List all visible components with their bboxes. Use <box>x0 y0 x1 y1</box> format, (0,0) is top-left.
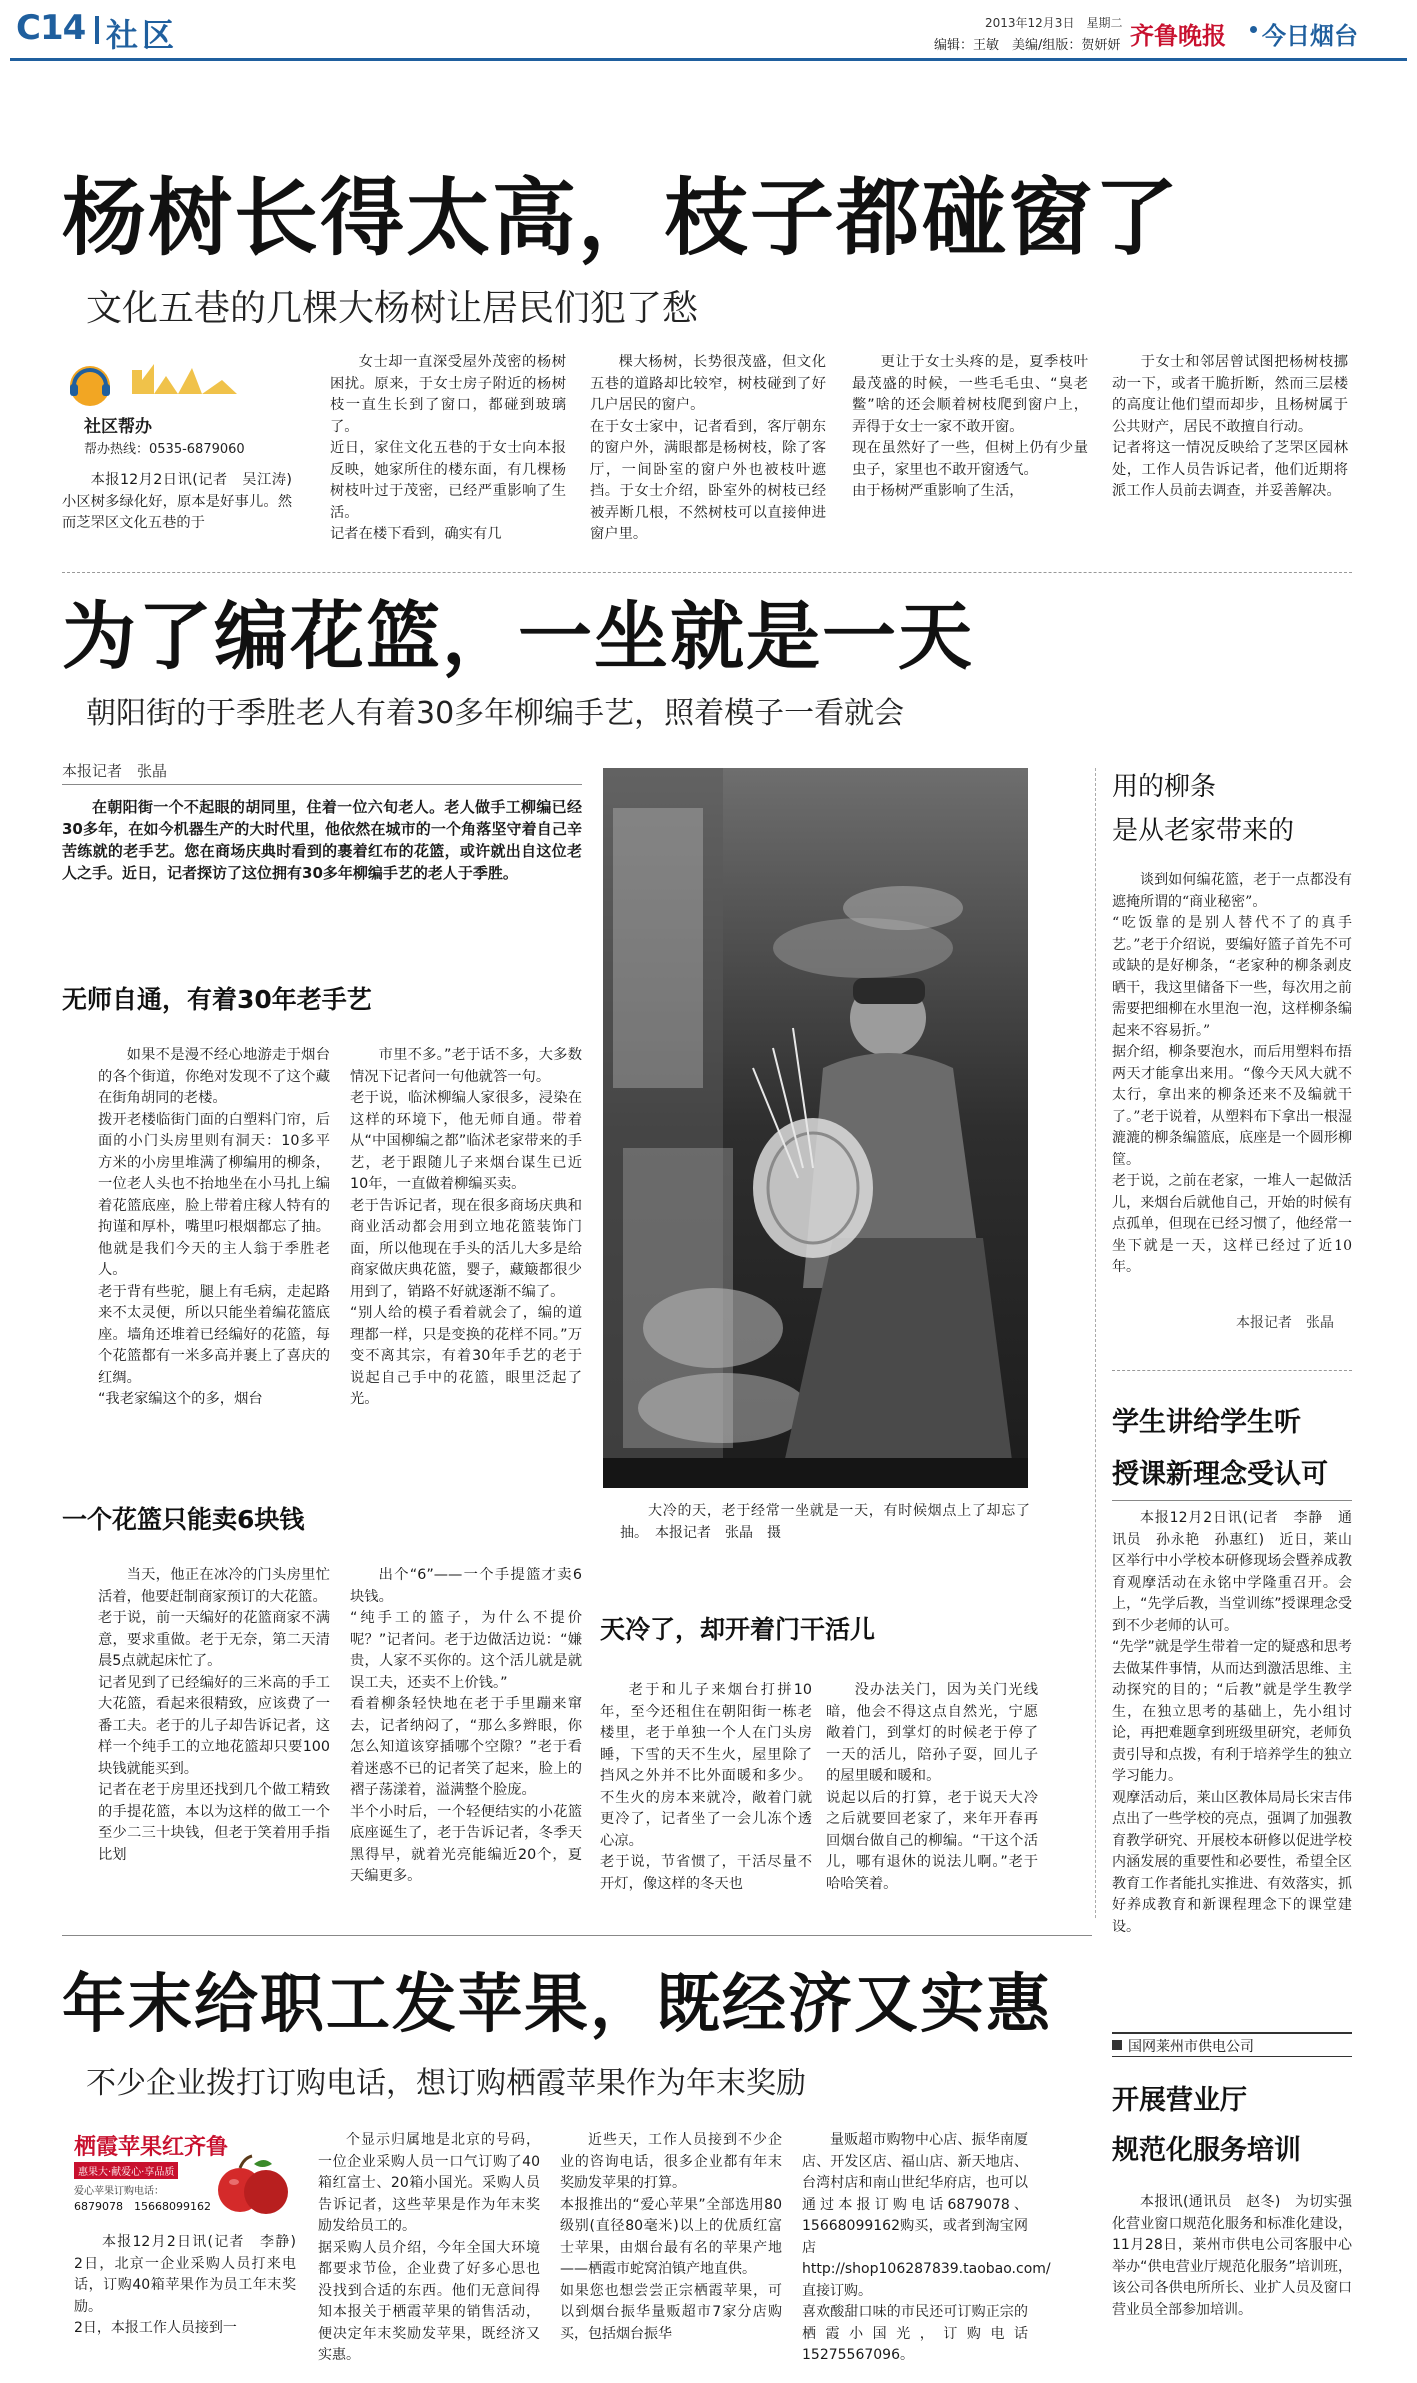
story1-col3 <box>590 352 826 552</box>
story1-col4-text: 更让于女士头疼的是，夏季枝叶最茂盛的时候，一些毛毛虫、“臭老鳖”啥的还会顺着树枝爬到窗户上，弄得于女士一家不敢开窗。 现在虽然好了一些，但树上仍有少量虫子，家里也不敢开窗透气。 由于杨树严重影响了生活， <box>852 354 1088 499</box>
page-number: C14 <box>16 8 86 48</box>
divider <box>1112 1370 1352 1371</box>
story4-headline: 年末给职工发苹果，既经济又实惠 <box>62 1968 1052 2042</box>
story3-title-1: 学生讲给学生听 <box>1112 1407 1301 1438</box>
story5-title-1: 开展营业厅 <box>1112 2085 1247 2116</box>
dot-separator <box>1250 26 1257 33</box>
story2-section2-title: 一个花篮只能卖6块钱 <box>62 1505 305 1534</box>
story1-col4 <box>852 352 1088 552</box>
story5-tag-text: 国网莱州市供电公司 <box>1128 2039 1254 2055</box>
story4-colD-text: 量贩超市购物中心店、振华南厦店、开发区店、福山店、新天地店、台湾村店和南山世纪华府店，也可以通过本报订购电话6879078、15668099162购买，或者到淘宝网店http://shop106287839.taobao.com/直接订购。 喜欢酸甜口味的市民还可订购正宗的栖霞小国光，订购电话15275567096。 <box>802 2132 1051 2363</box>
story4-colB-text: 个显示归属地是北京的号码，一位企业采购人员一口气订购了40箱红富士、20箱小国光。采购人员告诉记者，这些苹果是作为年末奖励发给员工的。 据采购人员介绍，今年全国大环境都要求节俭，企业费了好多心思也没找到合适的东西。他们无意间得知本报关于栖霞苹果的销售活动，便决定年末奖励发苹果，既经济又实惠。 <box>318 2132 540 2363</box>
issue-date: 2013年12月3日 星期二 <box>985 16 1123 30</box>
story5-body <box>1112 2192 1352 2377</box>
divider <box>62 572 1352 573</box>
promo-phones: 6879078 15668099162 <box>74 2200 211 2213</box>
story4-colC-text: 近些天，工作人员接到不少企业的咨询电话，很多企业都有年末奖励发苹果的打算。 本报推出的“爱心苹果”全部选用80级别(直径80毫米)以上的优质红富士苹果，由烟台最有名的苹果产地——栖霞市蛇窝泊镇产地直供。 如果您也想尝尝正宗栖霞苹果，可以到烟台振华量贩超市7家分店购买，包括烟台振华 <box>560 2132 782 2342</box>
story1-headline: 杨树长得太高，枝子都碰窗了 <box>62 169 1181 267</box>
photo-caption <box>620 1500 1030 1560</box>
story2-sec2-colB <box>350 1565 582 1905</box>
story2-sec1-colA <box>98 1045 330 1485</box>
divider <box>62 1935 1092 1936</box>
masthead <box>0 0 1417 62</box>
story2-sidebar-byline: 本报记者 张晶 <box>1236 1315 1334 1331</box>
divider <box>1112 1500 1352 1501</box>
story2-lead <box>62 796 582 946</box>
story4-colA-text: 本报12月2日讯(记者 李静) 2日，北京一企业采购人员打来电话，订购40箱苹果作为员工年末奖励。 2日，本报工作人员接到一 <box>74 2234 296 2336</box>
story5-title-2: 规范化服务培训 <box>1112 2135 1301 2166</box>
community-help-badge <box>62 350 282 460</box>
headphones-icon <box>62 350 282 412</box>
story1-col1: 本报12月2日讯(记者 吴江涛) 小区树多绿化好，原本是好事儿。然而芝罘区文化五巷的于 <box>62 472 307 531</box>
story2-sidebar-body <box>1112 870 1352 1310</box>
story2-lead-text: 在朝阳街一个不起眼的胡同里，住着一位六旬老人。老人做手工柳编已经30多年，在如今机器生产的大时代里，他依然在城市的一个角落坚守着自己辛苦练就的老手艺。您在商场庆典时看到的裹着红布的花篮，或许就出自这位老人之手。近日，记者探访了这位拥有30多年柳编手艺的老人于季胜。 <box>62 798 582 882</box>
story2-section1-title: 无师自通，有着30年老手艺 <box>62 985 372 1014</box>
help-title: 社区帮办 <box>84 417 152 437</box>
story2-sidebar-body-text: 谈到如何编花篮，老于一点都没有遮掩所谓的“商业秘密”。 “吃饭靠的是别人替代不了的真手艺。”老于介绍说，要编好篮子首先不可或缺的是好柳条，“老家种的柳条剥皮晒干，我这里储备下一些，每次用之前需要把细柳在水里泡一泡，这样柳条编起来不容易折。” 据介绍，柳条要泡水，而后用塑料布捂两天才能拿出来用。“像今天风大就不太行，拿出来的柳条还来不及编就干了。”老于说着，从塑料布下拿出一根湿漉漉的柳条编篮底，底座是一个圆形柳筐。 老于说，之前在老家，一堆人一起做活儿，来烟台后就他自己，开始的时候有点孤单，但现在已经习惯了，他经常一坐下就是一天，这样已经过了近10年。 <box>1112 872 1352 1275</box>
story2-subhead: 朝阳街的于季胜老人有着30多年柳编手艺，照着模子一看就会 <box>86 696 905 731</box>
story2-section3-title: 天冷了，却开着门干活儿 <box>600 1615 876 1644</box>
story5-body-text: 本报讯(通讯员 赵冬) 为切实强化营业窗口规范化服务和标准化建设，11月28日，莱州市供电公司客服中心举办“供电营业厅规范化服务”培训班，该公司各供电所所长、业扩人员及窗口营业员全部参加培训。 <box>1112 2194 1352 2318</box>
help-hotline: 帮办热线：0535-6879060 <box>84 442 245 457</box>
edition-name: 今日烟台 <box>1262 22 1358 50</box>
story2-sec1-colB-text: 市里不多。”老于话不多，大多数情况下记者问一句他就答一句。 老于说，临沭柳编人家很多，浸染在这样的环境下，他无师自通。带着从“中国柳编之都”临沭老家带来的手艺，老于跟随儿子来烟台谋生已近10年，一直做着柳编买卖。 老于告诉记者，现在很多商场庆典和商业活动都会用到立地花篮装饰门面，所以他现在手头的活儿大多是给商家做庆典花篮，婴子，藏簸都很少用到了，销路不好就逐渐不编了。 “别人给的模子看着就会了，编的道理都一样，只是变换的花样不同。”万变不离其宗，有着30年手艺的老于说起自己手中的花篮，眼里泛起了光。 <box>350 1047 582 1407</box>
story5-tag <box>1112 2032 1352 2057</box>
promo-phone-label: 爱心苹果订购电话： <box>74 2186 164 2197</box>
story2-sec1-colB <box>350 1045 582 1485</box>
story2-sec1-colA-text: 如果不是漫不经心地游走于烟台的各个街道，你绝对发现不了这个藏在街角胡同的老楼。 拨开老楼临街门面的白塑料门帘，后面的小门头房里则有洞天：10多平方米的小房里堆满了柳编用的柳条，一位老人头也不抬地坐在小马扎上编着花篮底座，脸上带着庄稼人特有的拘谨和厚朴，嘴里叼根烟都忘了抽。他就是我们今天的主人翁于季胜老人。 老于背有些驼，腿上有毛病，走起路来不太灵便，所以只能坐着编花篮底座。墙角还堆着已经编好的花篮，每个花篮都有一米多高并裹上了喜庆的红绸。 “我老家编这个的多，烟台 <box>98 1047 330 1407</box>
story1-col2-text: 女士却一直深受屋外茂密的杨树困扰。原来，于女士房子附近的杨树枝一直生长到了窗口，都碰到玻璃了。 近日，家住文化五巷的于女士向本报反映，她家所住的楼东面，有几棵杨树枝叶过于茂密，已经严重影响了生活。 记者在楼下看到，确实有几 <box>330 354 566 542</box>
story4-colA <box>74 2232 296 2377</box>
story1-col5-text: 于女士和邻居曾试图把杨树枝挪动一下，或者干脆折断，然而三层楼的高度让他们望而却步，且杨树属于公共财产，居民不敢擅自行动。 记者将这一情况反映给了芝罘区园林处，工作人员告诉记者，他们近期将派工作人员前去调查，并妥善解决。 <box>1112 354 1348 499</box>
story3-body <box>1112 1508 1352 1973</box>
divider <box>62 784 582 785</box>
paper-name: 齐鲁晚报 <box>1130 21 1226 50</box>
apple-promo <box>74 2130 292 2220</box>
story1-col2 <box>330 352 566 552</box>
story2-sec2-colB-text: 出个“6”——一个手提篮才卖6块钱。 “纯手工的篮子，为什么不提价呢？”记者问。老于边做活边说：“嫌贵，人家不买你的。这个活儿就是就误工夫，还卖不上价钱。” 看着柳条轻快地在老于手里蹦来窜去，记者纳闷了，“那么多辫眼，你怎么知道该穿插哪个空隙？”老于看着迷惑不已的记者笑了起来，脸上的褶子荡漾着，溢满整个脸庞。 半个小时后，一个轻便结实的小花篮底座诞生了，老于告诉记者，冬季天黑得早，就着光亮能编近20个，夏天编更多。 <box>350 1567 582 1884</box>
story2-byline: 本报记者 张晶 <box>62 762 168 780</box>
story1-subhead: 文化五巷的几棵大杨树让居民们犯了愁 <box>86 288 699 329</box>
column-divider <box>1095 768 1096 1918</box>
story2-sec3-colB <box>826 1680 1038 1925</box>
story1-col5 <box>1112 352 1348 552</box>
photo-illustration <box>603 768 1028 1488</box>
story2-sidebar-title: 用的柳条 是从老家带来的 <box>1112 772 1295 846</box>
story2-sec3-colB-text: 没办法关门，因为关门光线暗，他会不得这点自然光，宁愿敞着门，到掌灯的时候老于停了一天的活儿，陪孙子耍，回儿子的屋里暖和暖和。 说起以后的打算，老于说天大冷之后就要回老家了，来年开春再回烟台做自己的柳编。“干这个活儿，哪有退休的说法儿啊。”老于哈哈笑着。 <box>826 1682 1038 1892</box>
story2-sec3-colA <box>600 1680 812 1925</box>
masthead-bar <box>95 16 99 44</box>
photo-caption-text: 大冷的天，老于经常一坐就是一天，有时候烟点上了却忘了抽。 本报记者 张晶 摄 <box>620 1503 1030 1541</box>
story3-title-2: 授课新理念受认可 <box>1112 1459 1328 1490</box>
story2-sec2-colA-text: 当天，他正在冰冷的门头房里忙活着，他要赶制商家预订的大花篮。 老于说，前一天编好的花篮商家不满意，要求重做。老于无奈，第二天清晨5点就起床忙了。 记者见到了已经编好的三米高的手工大花篮，看起来很精致，应该费了一番工夫。老于的儿子却告诉记者，这样一个纯手工的立地花篮却只要100块钱就能买到。 记者在老于房里还找到几个做工精致的手提花篮，本以为这样的做工一个至少二三十块钱，但老于笑着用手指比划 <box>98 1567 330 1863</box>
story2-sec3-colA-text: 老于和儿子来烟台打拼10年，至今还租住在朝阳街一栋老楼里，老于单独一个人在门头房睡，下雪的天不生火，屋里除了挡风之外并不比外面暖和多少。不生火的房本来就冷，敞着门就更冷了，记者坐了一会儿冻个透心凉。 老于说，节省惯了，干活尽量不开灯，像这样的冬天也 <box>600 1682 812 1892</box>
promo-title: 栖霞苹果红齐鲁 <box>74 2135 229 2160</box>
story4-colD <box>802 2130 1051 2377</box>
story3-body-text: 本报12月2日讯(记者 李静 通讯员 孙永艳 孙惠红) 近日，莱山区举行中小学校本研修现场会暨养成教育观摩活动在永铭中学隆重召开。会上，“先学后教，当堂训练”授课理念受到不少老师的认可。 “先学”就是学生带着一定的疑惑和思考去做某件事情，从而达到激活思维、主动探究的目的；“后教”就是学生教学生，在独立思考的基础上，先小组讨论，再把难题拿到班级里研究，老师负责引导和点拨，有利于培养学生的独立学习能力。 观摩活动后，莱山区教体局局长宋吉伟点出了一些学校的亮点，强调了加强教育教学研究、开展校本研修以促进学校内涵发展的重要性和必要性，希望全区教育工作者能扎实推进、有效落实，抓好养成教育和新课程理念下的课堂建设。 <box>1112 1510 1352 1935</box>
story4-colC <box>560 2130 782 2377</box>
story1-col3-text: 棵大杨树，长势很茂盛，但文化五巷的道路却比较窄，树枝碰到了好几户居民的窗户。 在于女士家中，记者看到，客厅朝东的窗户外，满眼都是杨树枝，除了客厅，一间卧室的窗户外也被枝叶遮挡。于女士介绍，卧室外的树枝已经被弄断几根，不然树枝可以直接伸进窗户里。 <box>590 354 826 542</box>
story4-colB <box>318 2130 540 2377</box>
old-man-weaving-photo <box>603 768 1028 1488</box>
story4-subhead: 不少企业拨打订购电话，想订购栖霞苹果作为年末奖励 <box>86 2066 806 2101</box>
section-name: 社区 <box>106 16 179 54</box>
tag-square-icon <box>1112 2040 1122 2050</box>
apple-icon <box>214 2150 292 2220</box>
promo-tags: 惠果大·献爱心·享品质 <box>74 2162 178 2179</box>
editor-credits: 编辑：王敏 美编/组版：贺妍妍 <box>934 38 1121 53</box>
story2-sec2-colA <box>98 1565 330 1905</box>
story2-headline: 为了编花篮，一坐就是一天 <box>62 594 974 680</box>
masthead-rule <box>10 58 1407 61</box>
